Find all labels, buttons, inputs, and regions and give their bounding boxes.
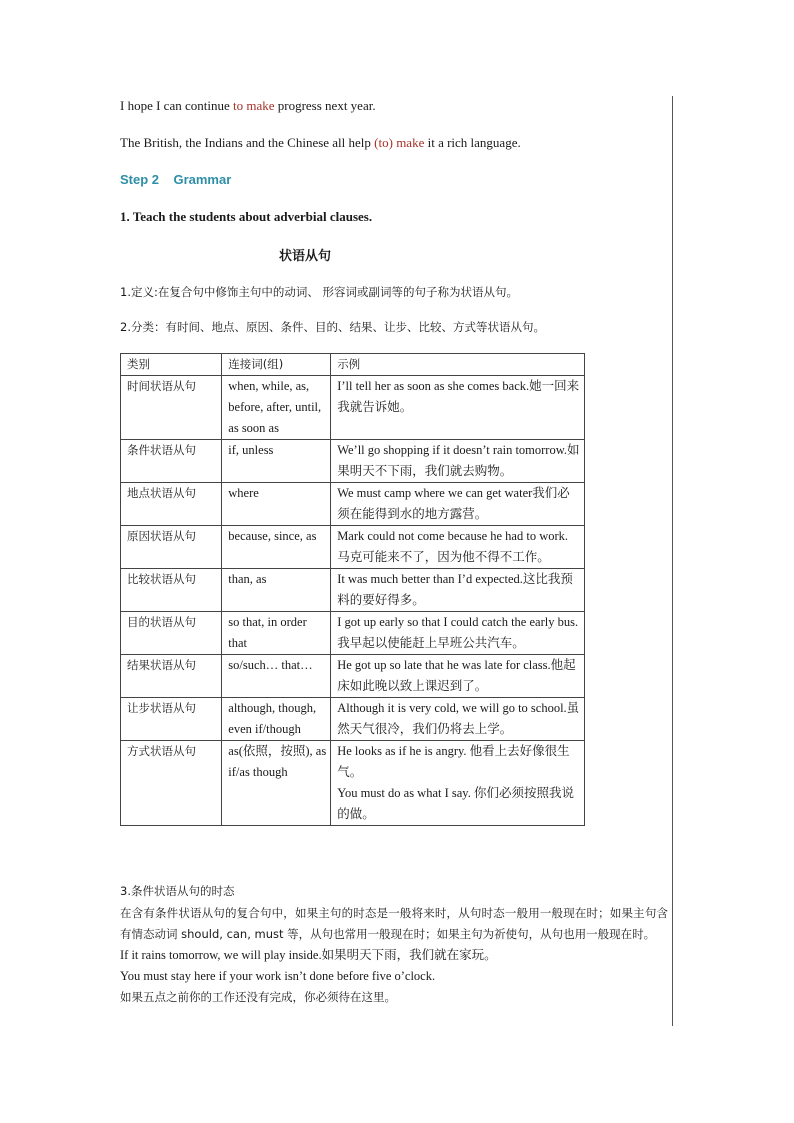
highlight-to-make: (to) make bbox=[374, 135, 425, 150]
step-heading bbox=[120, 171, 231, 189]
cell-type: 原因状语从句 bbox=[121, 526, 222, 569]
section3-title: 3.条件状语从句的时态 bbox=[120, 884, 235, 898]
cell-conjunction: than, as bbox=[222, 569, 331, 612]
cell-type: 条件状语从句 bbox=[121, 440, 222, 483]
cell-conjunction: where bbox=[222, 483, 331, 526]
table-row bbox=[121, 612, 585, 655]
cell-conjunction: because, since, as bbox=[222, 526, 331, 569]
section-title-adverbial-clause: 状语从句 bbox=[279, 249, 332, 264]
table-row bbox=[121, 698, 585, 741]
classification-line: 2.分类：有时间、地点、原因、条件、目的、结果、让步、比较、方式等状语从句。 bbox=[120, 320, 545, 334]
table-header-row bbox=[121, 354, 585, 376]
text-run: The British, the Indians and the Chinese all help bbox=[120, 135, 375, 150]
cell-conjunction: so/such… that… bbox=[222, 655, 331, 698]
cell-conjunction: as(依照，按照), as if/as though bbox=[222, 741, 331, 826]
table-row bbox=[121, 526, 585, 569]
cell-type: 方式状语从句 bbox=[121, 741, 222, 826]
table-row bbox=[121, 569, 585, 612]
section3 bbox=[120, 881, 668, 1008]
cell-type: 时间状语从句 bbox=[121, 376, 222, 440]
example-line: You must do as what I say. 你们必须按照我说的做。 bbox=[337, 786, 574, 821]
highlight-to-make: to make bbox=[232, 98, 275, 113]
sentence-continue bbox=[120, 97, 376, 115]
cell-type: 结果状语从句 bbox=[121, 655, 222, 698]
cell-example: I got up early so that I could catch the early bus.我早起以使能赶上早班公共汽车。 bbox=[331, 612, 585, 655]
cell-type: 地点状语从句 bbox=[121, 483, 222, 526]
cell-example: We’ll go shopping if it doesn’t rain tomorrow.如果明天不下雨，我们就去购物。 bbox=[331, 440, 585, 483]
cell-conjunction: if, unless bbox=[222, 440, 331, 483]
cell-conjunction: although, though, even if/though bbox=[222, 698, 331, 741]
cell-conjunction: so that, in order that bbox=[222, 612, 331, 655]
cell-conjunction: when, while, as, before, after, until, as soon as bbox=[222, 376, 331, 440]
header-example: 示例 bbox=[331, 354, 585, 376]
adverbial-clause-table bbox=[120, 353, 585, 826]
example-sentence: If it rains tomorrow, we will play inside.如果明天下雨，我们就在家玩。 bbox=[120, 948, 497, 962]
text-run: it a rich language. bbox=[424, 135, 521, 150]
cell-example: We must camp where we can get water我们必须在能得到水的地方露营。 bbox=[331, 483, 585, 526]
definition-line: 1.定义:在复合句中修饰主句中的动词、 形容词或副词等的句子称为状语从句。 bbox=[120, 285, 518, 299]
cell-example: He got up so late that he was late for class.他起床如此晚以致上课迟到了。 bbox=[331, 655, 585, 698]
table-row bbox=[121, 376, 585, 440]
cell-example: Mark could not come because he had to work.马克可能来不了，因为他不得不工作。 bbox=[331, 526, 585, 569]
cell-type: 目的状语从句 bbox=[121, 612, 222, 655]
example-sentence: You must stay here if your work isn’t done before five o’clock. bbox=[120, 969, 436, 983]
table-row bbox=[121, 655, 585, 698]
teach-heading: 1. Teach the students about adverbial clauses. bbox=[120, 209, 373, 224]
header-type: 类别 bbox=[121, 354, 222, 376]
cell-example: Although it is very cold, we will go to school.虽然天气很冷，我们仍将去上学。 bbox=[331, 698, 585, 741]
example-translation: 如果五点之前你的工作还没有完成，你必须待在这里。 bbox=[120, 990, 396, 1004]
section3-body: 在含有条件状语从句的复合句中，如果主句的时态是一般将来时，从句时态一般用一般现在时；如果主句含有情态动词 should, can, must 等，从句也常用一般现在时；如果主句为祈使句，从句也用一般现在时。 bbox=[120, 906, 668, 941]
cell-example: I’ll tell her as soon as she comes back.她一回来我就告诉她。 bbox=[331, 376, 585, 440]
table-row bbox=[121, 483, 585, 526]
table-row bbox=[121, 741, 585, 826]
example-line: He looks as if he is angry. 他看上去好像很生气。 bbox=[337, 744, 570, 779]
text-run: progress next year. bbox=[274, 98, 376, 113]
cell-example bbox=[331, 741, 585, 826]
cell-example: It was much better than I’d expected.这比我预料的要好得多。 bbox=[331, 569, 585, 612]
text-run: I hope I can continue bbox=[120, 98, 233, 113]
step-title: Grammar bbox=[173, 172, 232, 187]
step-label: Step 2 bbox=[120, 172, 160, 187]
header-conjunction: 连接词(组) bbox=[222, 354, 331, 376]
cell-type: 让步状语从句 bbox=[121, 698, 222, 741]
cell-type: 比较状语从句 bbox=[121, 569, 222, 612]
sentence-british bbox=[120, 134, 521, 152]
table-row bbox=[121, 440, 585, 483]
page-margin-rule bbox=[672, 96, 673, 1026]
